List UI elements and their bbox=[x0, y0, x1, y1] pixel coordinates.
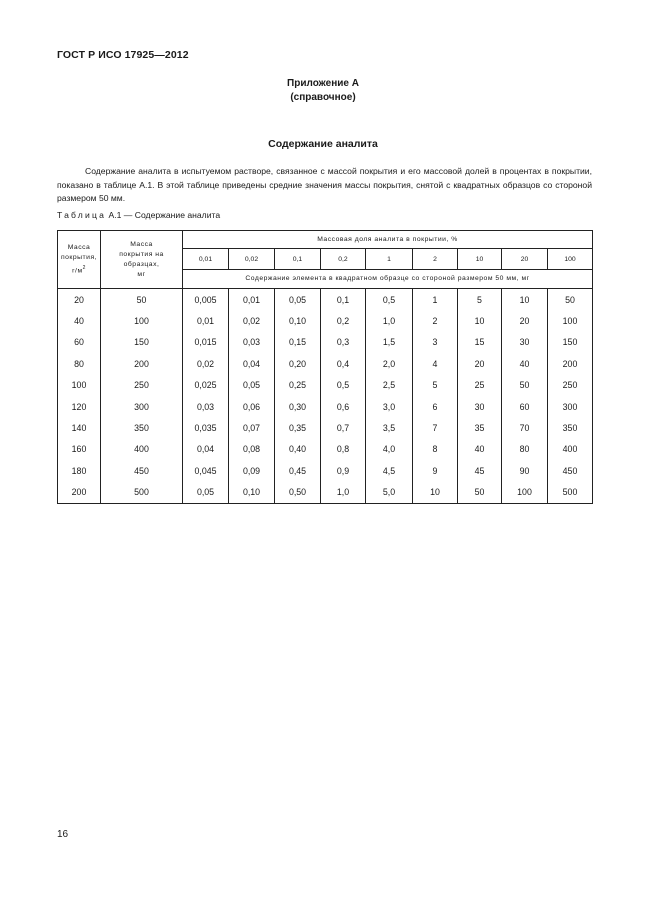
document-header: ГОСТ Р ИСО 17925—2012 bbox=[57, 49, 189, 61]
table-cell: 0,5 bbox=[366, 289, 413, 311]
table-cell: 4,0 bbox=[366, 439, 413, 460]
table-cell: 2,0 bbox=[366, 353, 413, 374]
table-cell: 0,02 bbox=[183, 353, 229, 374]
table-cell: 0,015 bbox=[183, 332, 229, 353]
table-cell: 35 bbox=[458, 417, 502, 438]
table-cell: 0,10 bbox=[229, 482, 275, 504]
table-cell: 0,9 bbox=[321, 460, 366, 481]
table-cell: 150 bbox=[548, 332, 593, 353]
table-cell: 0,6 bbox=[321, 396, 366, 417]
col-header-coating-mass: Масса покрытия, $г/м^2$ bbox=[58, 231, 101, 289]
table-cell: 3 bbox=[413, 332, 458, 353]
table-cell: 3,5 bbox=[366, 417, 413, 438]
table-header-row bbox=[58, 231, 593, 249]
table-cell: 3,0 bbox=[366, 396, 413, 417]
table-cell: 90 bbox=[502, 460, 548, 481]
table-cell: 0,02 bbox=[229, 310, 275, 331]
table-row bbox=[58, 332, 593, 353]
table-cell: 5 bbox=[458, 289, 502, 311]
table-row bbox=[58, 460, 593, 481]
table-cell: 5,0 bbox=[366, 482, 413, 504]
fraction-header-cell: 1 bbox=[366, 249, 413, 270]
table-cell: 2,5 bbox=[366, 375, 413, 396]
table-cell: 0,25 bbox=[275, 375, 321, 396]
table-cell: 0,04 bbox=[229, 353, 275, 374]
fraction-header-cell: 0,2 bbox=[321, 249, 366, 270]
table-cell: 200 bbox=[548, 353, 593, 374]
table-cell: 0,8 bbox=[321, 439, 366, 460]
table-cell: 250 bbox=[548, 375, 593, 396]
fraction-header-cell: 0,02 bbox=[229, 249, 275, 270]
table-cell: 5 bbox=[413, 375, 458, 396]
table-cell: 0,09 bbox=[229, 460, 275, 481]
table-cell: 0,15 bbox=[275, 332, 321, 353]
group-header-mass-fraction: Массовая доля аналита в покрытии, % bbox=[183, 231, 593, 249]
table-cell: 80 bbox=[58, 353, 101, 374]
table-cell: 140 bbox=[58, 417, 101, 438]
table-cell: 500 bbox=[101, 482, 183, 504]
table-cell: 0,2 bbox=[321, 310, 366, 331]
table-row bbox=[58, 417, 593, 438]
table-cell: 0,06 bbox=[229, 396, 275, 417]
table-cell: 10 bbox=[458, 310, 502, 331]
table-cell: 450 bbox=[548, 460, 593, 481]
table-cell: 50 bbox=[548, 289, 593, 311]
table-cell: 20 bbox=[458, 353, 502, 374]
table-caption-label: Таблица bbox=[57, 210, 107, 220]
table-cell: 60 bbox=[58, 332, 101, 353]
table-cell: 80 bbox=[502, 439, 548, 460]
table-cell: 100 bbox=[101, 310, 183, 331]
table-cell: 0,05 bbox=[183, 482, 229, 504]
table-cell: 0,45 bbox=[275, 460, 321, 481]
table-cell: 0,045 bbox=[183, 460, 229, 481]
col-header-sample-mass: Масса покрытия на образцах, мг bbox=[101, 231, 183, 289]
table-cell: 1 bbox=[413, 289, 458, 311]
annex-subtitle: (справочное) bbox=[290, 92, 356, 103]
table-cell: 160 bbox=[58, 439, 101, 460]
fraction-header-cell: 0,01 bbox=[183, 249, 229, 270]
table-row bbox=[58, 353, 593, 374]
table-cell: 350 bbox=[101, 417, 183, 438]
table-cell: 40 bbox=[502, 353, 548, 374]
table-cell: 0,05 bbox=[229, 375, 275, 396]
table-cell: 0,20 bbox=[275, 353, 321, 374]
table-row bbox=[58, 375, 593, 396]
table-cell: 20 bbox=[58, 289, 101, 311]
table-cell: 450 bbox=[101, 460, 183, 481]
table-cell: 40 bbox=[458, 439, 502, 460]
fraction-header-cell: 20 bbox=[502, 249, 548, 270]
analyte-table bbox=[57, 230, 593, 504]
table-cell: 180 bbox=[58, 460, 101, 481]
table-cell: 400 bbox=[101, 439, 183, 460]
table-cell: 350 bbox=[548, 417, 593, 438]
table-cell: 0,50 bbox=[275, 482, 321, 504]
table-cell: 2 bbox=[413, 310, 458, 331]
table-cell: 0,1 bbox=[321, 289, 366, 311]
table-caption bbox=[57, 210, 220, 220]
table-cell: 100 bbox=[58, 375, 101, 396]
table-cell: 0,03 bbox=[229, 332, 275, 353]
table-cell: 0,4 bbox=[321, 353, 366, 374]
table-cell: 1,0 bbox=[321, 482, 366, 504]
table-cell: 100 bbox=[502, 482, 548, 504]
table-cell: 30 bbox=[502, 332, 548, 353]
table-cell: 150 bbox=[101, 332, 183, 353]
fraction-header-cell: 0,1 bbox=[275, 249, 321, 270]
table-row bbox=[58, 396, 593, 417]
table-caption-text: А.1 — Содержание аналита bbox=[106, 210, 221, 220]
table-row bbox=[58, 289, 593, 311]
table-cell: 8 bbox=[413, 439, 458, 460]
table-cell: 50 bbox=[502, 375, 548, 396]
table-cell: 400 bbox=[548, 439, 593, 460]
fraction-header-cell: 100 bbox=[548, 249, 593, 270]
table-cell: 25 bbox=[458, 375, 502, 396]
table-cell: 0,10 bbox=[275, 310, 321, 331]
table-cell: 0,035 bbox=[183, 417, 229, 438]
annex-title: Приложение А bbox=[287, 78, 359, 89]
table-cell: 0,7 bbox=[321, 417, 366, 438]
table-cell: 120 bbox=[58, 396, 101, 417]
table-cell: 200 bbox=[101, 353, 183, 374]
table-cell: 0,05 bbox=[275, 289, 321, 311]
table-row bbox=[58, 439, 593, 460]
table-cell: 50 bbox=[458, 482, 502, 504]
table-cell: 10 bbox=[413, 482, 458, 504]
section-title: Содержание аналита bbox=[268, 138, 378, 150]
table-cell: 7 bbox=[413, 417, 458, 438]
table-cell: 1,5 bbox=[366, 332, 413, 353]
subheader-element-content: Содержание элемента в квадратном образце со стороной размером 50 мм, мг bbox=[183, 270, 593, 289]
table-cell: 300 bbox=[548, 396, 593, 417]
table-cell: 0,005 bbox=[183, 289, 229, 311]
table-cell: 0,30 bbox=[275, 396, 321, 417]
table-cell: 10 bbox=[502, 289, 548, 311]
table-cell: 0,40 bbox=[275, 439, 321, 460]
table-cell: 4 bbox=[413, 353, 458, 374]
table-cell: 0,04 bbox=[183, 439, 229, 460]
table-cell: 0,025 bbox=[183, 375, 229, 396]
table-cell: 6 bbox=[413, 396, 458, 417]
table-cell: 20 bbox=[502, 310, 548, 331]
body-paragraph: Содержание аналита в испытуемом растворе, связанное с массой покрытия и его массовой долей в процентах в покрытии, показано в таблице А.1. В этой таблице приведены средние значения массы покрытия, снятой с квадратных образцов со стороной размером 50 мм. bbox=[57, 166, 592, 203]
table-cell: 4,5 bbox=[366, 460, 413, 481]
table-cell: 0,07 bbox=[229, 417, 275, 438]
table-cell: 100 bbox=[548, 310, 593, 331]
fraction-header-cell: 10 bbox=[458, 249, 502, 270]
table-cell: 0,01 bbox=[183, 310, 229, 331]
table-cell: 50 bbox=[101, 289, 183, 311]
table-cell: 0,03 bbox=[183, 396, 229, 417]
table-cell: 1,0 bbox=[366, 310, 413, 331]
table-cell: 500 bbox=[548, 482, 593, 504]
table-cell: 60 bbox=[502, 396, 548, 417]
table-cell: 300 bbox=[101, 396, 183, 417]
page-number: 16 bbox=[57, 829, 69, 840]
table-cell: 0,35 bbox=[275, 417, 321, 438]
table-cell: 9 bbox=[413, 460, 458, 481]
table-cell: 45 bbox=[458, 460, 502, 481]
table-cell: 200 bbox=[58, 482, 101, 504]
table-row bbox=[58, 482, 593, 504]
fraction-header-cell: 2 bbox=[413, 249, 458, 270]
table-cell: 70 bbox=[502, 417, 548, 438]
table-cell: 0,5 bbox=[321, 375, 366, 396]
table-cell: 0,01 bbox=[229, 289, 275, 311]
table-cell: 250 bbox=[101, 375, 183, 396]
table-row bbox=[58, 310, 593, 331]
table-cell: 40 bbox=[58, 310, 101, 331]
table-cell: 30 bbox=[458, 396, 502, 417]
table-cell: 15 bbox=[458, 332, 502, 353]
table-cell: 0,3 bbox=[321, 332, 366, 353]
table-cell: 0,08 bbox=[229, 439, 275, 460]
